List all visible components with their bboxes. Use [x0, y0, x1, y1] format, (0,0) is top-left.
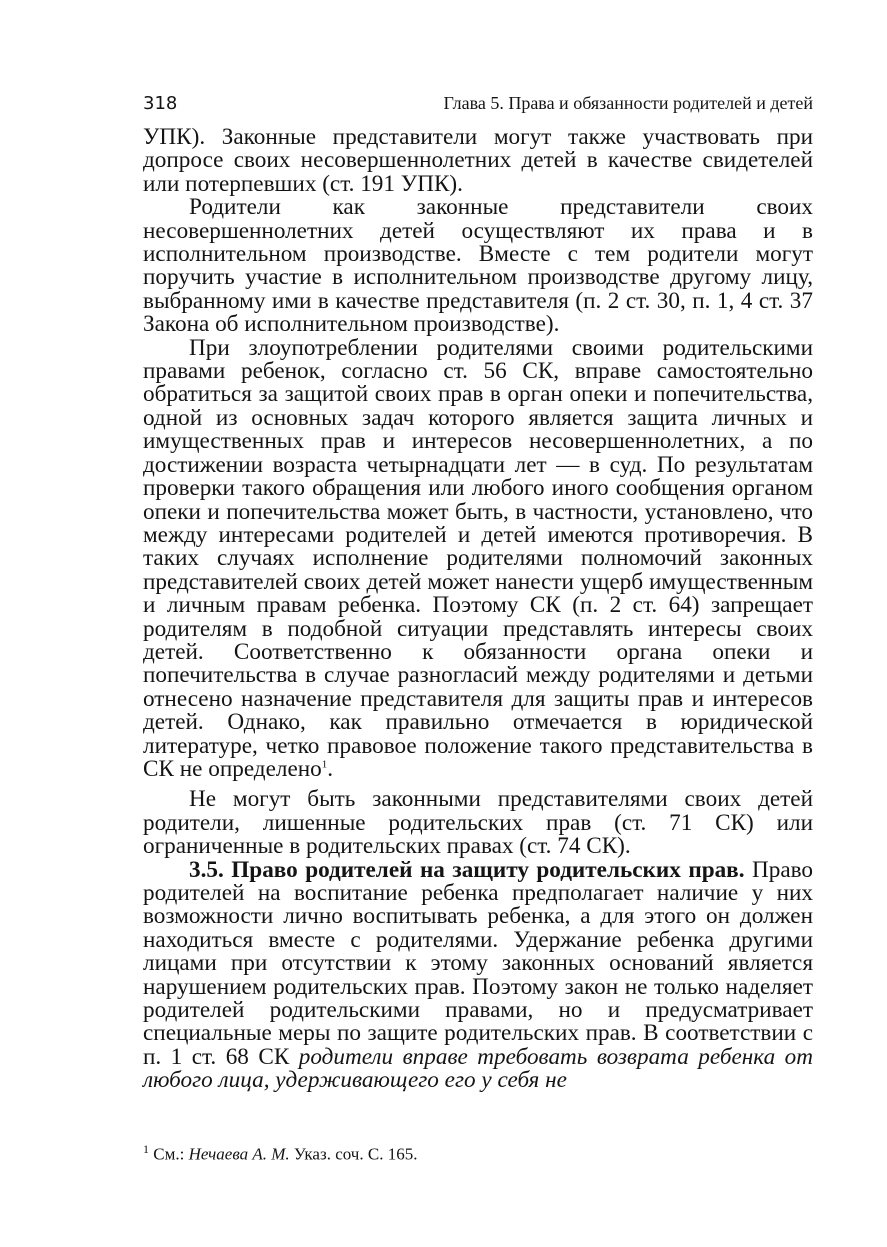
footnote-prefix: См.: [149, 1144, 189, 1164]
running-head [143, 93, 813, 119]
section-text: Право родителей на воспитание ребенка предполагает наличие у них возможности лично воспитывать ребенка, а для этого он должен находиться вместе с родителями. Удержание ребенка другими лицами при отсутствии к этому законных оснований является нарушением родительских прав. Поэтому закон не только наделяет родителей родительскими правами, но и предусматривает специальные меры по защите родительских прав. В соответствии с п. 1 ст. 68 СК [143, 856, 813, 1070]
footnote-author: Нечаева А. М. [188, 1144, 290, 1164]
footnote-rest: Указ. соч. С. 165. [289, 1144, 418, 1164]
footnote-number: 1 [143, 1142, 149, 1156]
page-number: 318 [143, 93, 178, 114]
paragraph-abuse-end: . [327, 755, 334, 782]
paragraph-abuse-of-rights [143, 334, 813, 782]
paragraph-continuation: УПК). Законные представители могут также участвовать при допросе своих несовершеннолетних детей в качестве свидетелей или потерпевших (ст. 191 УПК). [143, 124, 813, 197]
body-text [143, 126, 813, 1093]
section-italic-text: родители вправе требовать возврата ребенка от любого лица, удерживающего его у себя не [143, 1043, 813, 1094]
paragraph-enforcement: Родители как законные представители своих несовершеннолетних детей осуществляют их права и в исполнительном производстве. Вместе с тем родители могут поручить участие в исполнительном производстве другому лицу, выбранному ими в качестве представителя (п. 2 ст. 30, п. 1, 4 ст. 37 Закона об исполнительном производстве). [143, 194, 813, 338]
section-heading: 3.5. Право родителей на защиту родительских прав. [189, 856, 745, 883]
footnote [143, 1142, 813, 1165]
paragraph-abuse-text: При злоупотреблении родителями своими родительскими правами ребенок, согласно ст. 56 СК, вправе самостоятельно обратиться за защитой своих прав в орган опеки и попечительства, одной из основных задач которого является защита личных и имущественных прав и интересов несовершеннолетних, а по достижении возраста четырнадцати лет — в суд. По результатам проверки такого обращения или любого иного сообщения органом опеки и попечительства может быть, в частности, установлено, что между интересами родителей и детей имеются противоречия. В таких случаях исполнение родителями полномочий законных представителей своих детей может нанести ущерб имущественным и личным правам ребенка. Поэтому СК (п. 2 ст. 64) запрещает родителям в подобной ситуации представлять интересы своих детей. Соответственно к обязанности органа опеки и попечительства в случае разногласий между родителями и детьми отнесено назначение представителя для защиты прав и интересов детей. Однако, как правильно отмечается в юридической литературе, четко правовое положение такого представительства в СК не определено [143, 334, 813, 782]
paragraph-deprived-parents: Не могут быть законными представителями своих детей родители, лишенные родительских прав (ст. 71 СК) или ограниченные в родительских правах (ст. 74 СК). [143, 786, 813, 860]
chapter-title: Глава 5. Права и обязанности родителей и детей [443, 93, 813, 113]
footnote-reference: 1 [321, 758, 328, 771]
paragraph-section-3-5 [143, 856, 813, 1094]
